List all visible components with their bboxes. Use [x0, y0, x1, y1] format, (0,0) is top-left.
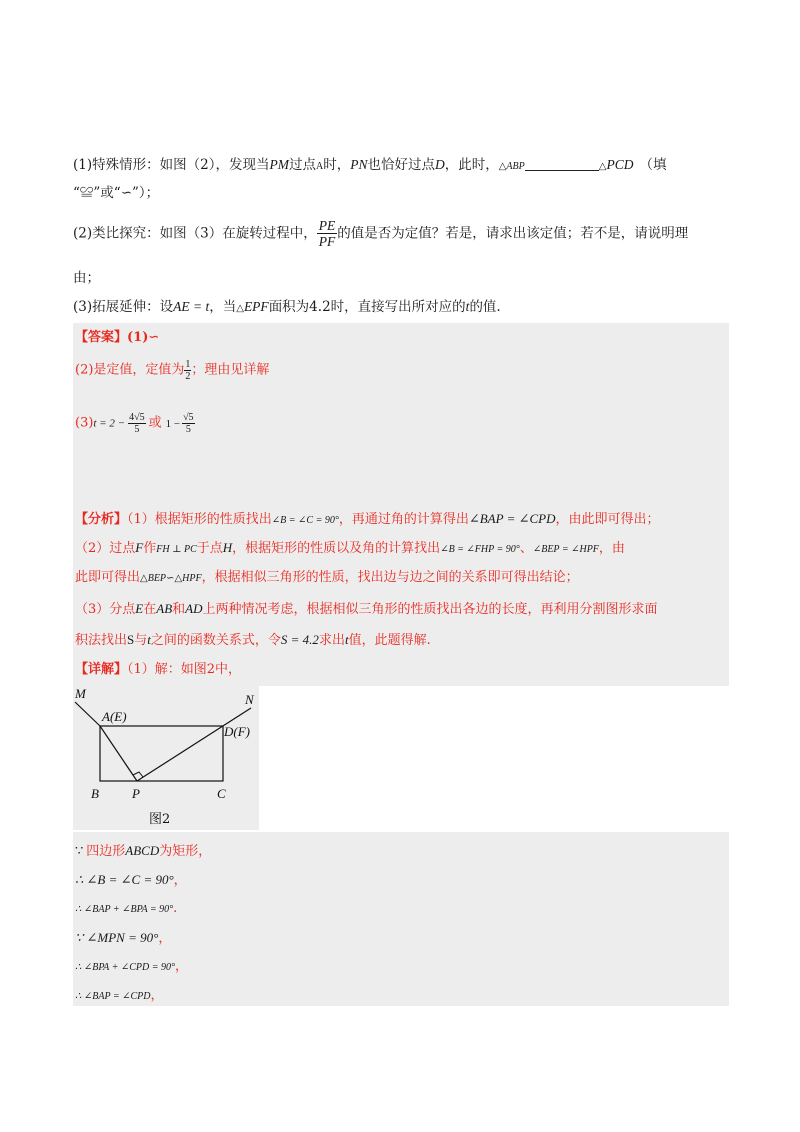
step-3: ∴ ∠BAP + ∠BPA = 90°. [75, 901, 178, 916]
fraction-pe-pf: $\frac{PE}{PF}$ [318, 218, 336, 249]
analysis-line1: 【分析】（1）根据矩形的性质找出∠B = ∠C = 90°，再通过角的计算得出∠BAP = ∠CPD，由此即可得出； [75, 511, 660, 527]
problem-part1-line1: (1)特殊情形：如图（2），发现当PM过点A时，PN也恰好过点D，此时，△ABP △PCD （填 [73, 157, 667, 173]
step-2: ∴ ∠B = ∠C = 90°， [75, 872, 187, 888]
fraction-sqrt5-over-5: $\frac{√5}{5}$ [183, 412, 194, 435]
fraction-4sqrt5-over-5: $\frac{4√5}{5}$ [129, 412, 145, 435]
step-5: ∴ ∠BPA + ∠CPD = 90°， [75, 959, 188, 974]
problem-part2-line1: (2)类比探究：如图（3）在旋转过程中， $\frac{PE}{PF}$ 的值是否为定值？若是，请求出该定值；若不是，请说明理 [73, 218, 689, 249]
label-n: N [245, 692, 254, 707]
label-m: M [75, 686, 86, 701]
problem-part3: (3)拓展延伸：设AE = t，当△EPF面积为4.2时，直接写出所对应的t的值. [73, 299, 501, 315]
label-a-e: A(E) [102, 709, 127, 724]
answer-line3: (3)t = 2 − $\frac{4√5}{5}$ 或 1 − $\frac{√5}{5}$ [75, 412, 194, 435]
problem-part1-line2: “≌”或“∽”）； [73, 185, 160, 201]
figure-caption: 图2 [149, 812, 171, 827]
problem-part2-line2: 由； [73, 270, 100, 286]
analysis-line2: （2）过点F作FH ⊥ PC于点H，根据矩形的性质以及角的计算找出∠B = ∠FHP = 90°、∠BEP = ∠HPF，由 [75, 540, 625, 556]
analysis-line4: （3）分点E在AB和AD上两种情况考虑，根据相似三角形的性质找出各边的长度，再利用分割图形求面 [75, 601, 658, 617]
label-p: P [132, 786, 140, 801]
detail-header: 【详解】（1）解：如图2中， [75, 662, 242, 677]
triangle-icon: △ [140, 573, 148, 584]
answer-line2: (2)是定值，定值为 $\frac{1}{2}$ ；理由见详解 [75, 359, 270, 382]
analysis-line3: 此即可得出△BEP∽△HPF，根据相似三角形的性质，找出边与边之间的关系即可得出结论； [75, 570, 579, 585]
triangle-icon: △ [498, 161, 507, 172]
analysis-line5: 积法找出S与t之间的函数关系式，令S = 4.2求出t值，此题得解. [75, 632, 431, 648]
step-4: ∵ ∠MPN = 90°， [75, 930, 172, 946]
label-d-f: D(F) [224, 724, 250, 739]
triangle-icon: △ [598, 161, 607, 172]
triangle-icon: △ [236, 303, 244, 314]
figure-2 [73, 684, 259, 830]
fraction-one-half: $\frac{1}{2}$ [185, 359, 191, 382]
step-6: ∴ ∠BAP = ∠CPD， [75, 988, 164, 1003]
figure-background [73, 684, 259, 830]
label-c: C [217, 786, 226, 801]
triangle-icon: △ [174, 573, 183, 584]
step-1: ∵ 四边形ABCD为矩形， [75, 843, 212, 859]
label-b: B [91, 786, 99, 801]
answer-line1: 【答案】(1)∽ [75, 330, 160, 345]
answer-blank[interactable] [525, 158, 599, 171]
